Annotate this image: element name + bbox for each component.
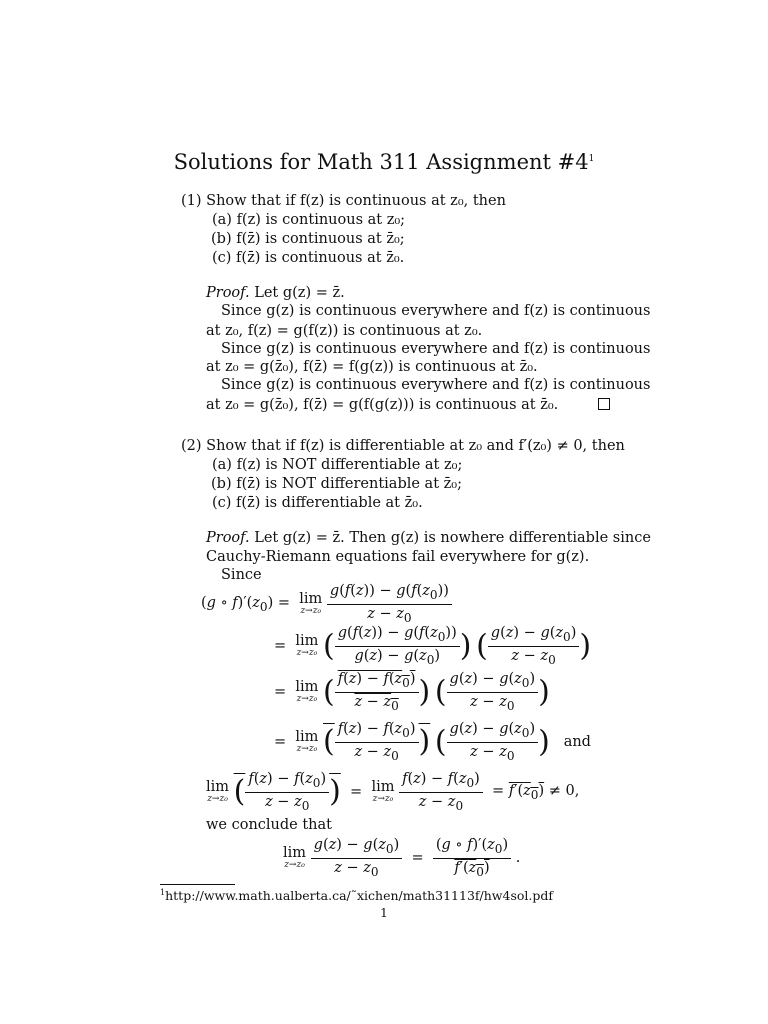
problem-2-part-c: (c) f(z̄) is differentiable at z̄₀. — [212, 495, 423, 511]
problem-2-part-a: (a) f(z) is NOT differentiable at z₀; — [212, 457, 463, 473]
equation-line-4: = lim z→z₀ ( $\frac{f(z) - f(z_0)}{z - z_0}$ ) ( $\frac{g(z) - g(z_0)}{z - z_0}$ ) and — [274, 721, 591, 763]
page-number: 1 — [380, 906, 388, 920]
equation-line-3: = lim z→z₀ ( $\frac{f(z) - f(z_0)}{z - z_0}$ ) ( $\frac{g(z) - g(z_0)}{z - z_0}$ ) — [274, 671, 550, 713]
equation-line-5: lim z→z₀ ( $\frac{f(z) - f(z_0)}{z - z_0}$ ) = lim z→z₀ $\frac{f(z) - f(z_0)}{z - z_0}$ = $f'(z_0) \ne 0$, — [206, 771, 580, 813]
problem-1-proof-line: Since g(z) is continuous everywhere and f(z) is continuous — [221, 377, 651, 393]
problem-2-since: Since — [221, 567, 262, 583]
problem-2-conclude: we conclude that — [206, 817, 332, 833]
equation-line-6: lim z→z₀ $\frac{g(z) - g(z_0)}{z - z_0}$ = $\frac{(g \circ f)'(z_0)}{f'(z_0)}$ . — [283, 837, 521, 879]
problem-1-proof-line: at z₀, f(z) = g(f(z)) is continuous at z₀. — [206, 323, 483, 339]
footnote: $^1$http://www.math.ualberta.ca/˜xichen/math31113f/hw4sol.pdf — [160, 888, 553, 904]
problem-1-proof-start: Proof. Let g(z) = z̄. — [206, 285, 345, 301]
problem-1-part-a: (a) f(z) is continuous at z₀; — [212, 212, 406, 228]
problem-2-statement: (2) Show that if f(z) is differentiable at z₀ and f′(z₀) ≠ 0, then — [181, 438, 625, 454]
problem-1-proof-line: at z₀ = g(z̄₀), f(z̄) = f(g(z)) is continuous at z̄₀. — [206, 359, 538, 375]
page-title: Solutions for Math 311 Assignment $\#4^1$ — [173, 150, 595, 174]
problem-1-proof-line: Since g(z) is continuous everywhere and f(z) is continuous — [221, 303, 651, 319]
problem-2-part-b: (b) f(z̄) is NOT differentiable at z̄₀; — [211, 476, 462, 492]
equation-line-1: (g ∘ $f)'(z_0) = \lim$ z→z₀ $\frac{g(f(z)) - g(f(z_0))}{z - z_0}$ — [201, 582, 452, 627]
problem-1-part-c: (c) f(z̄) is continuous at z̄₀. — [212, 250, 405, 266]
qed-symbol — [598, 398, 610, 410]
footnote-rule — [160, 884, 235, 885]
problem-1-statement: (1) Show that if f(z) is continuous at z₀, then — [181, 193, 506, 209]
equation-line-2: = lim z→z₀ ( $\frac{g(f(z)) - g(f(z_0))}{g(z) - g(z_0)}$ ) ( $\frac{g(z) - g(z_0)}{z - z_0}$ ) — [274, 625, 592, 667]
problem-1-proof-line: at z₀ = g(z̄₀), f(z̄) = g(f(g(z))) is continuous at z̄₀. — [206, 397, 559, 413]
problem-1-part-b: (b) f(z̄) is continuous at z̄₀; — [211, 231, 405, 247]
problem-2-proof-line: Cauchy-Riemann equations fail everywhere for g(z). — [206, 549, 590, 565]
problem-1-proof-line: Since g(z) is continuous everywhere and f(z) is continuous — [221, 341, 651, 357]
problem-2-proof-start: Proof. Let g(z) = z̄. Then g(z) is nowhere differentiable since — [206, 530, 651, 546]
